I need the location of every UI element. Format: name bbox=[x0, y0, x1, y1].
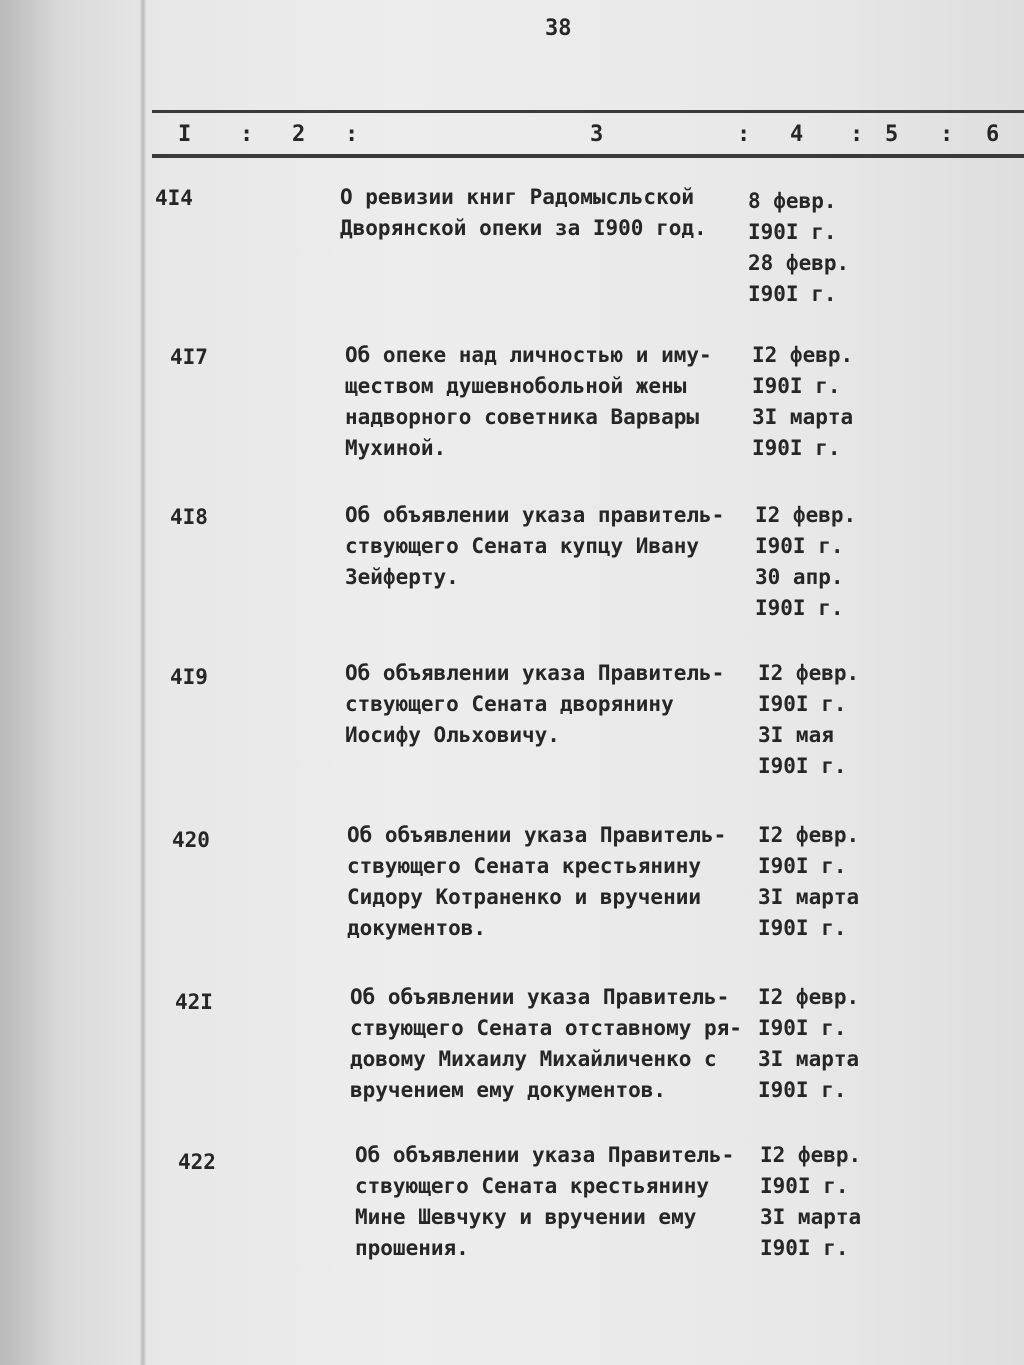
record-dates: I2 февр. I90I г. 3I марта I90I г. bbox=[758, 985, 860, 1102]
column-header-6: 6 bbox=[986, 122, 1000, 147]
record-title: Об объявлении указа Правитель- ствующего Сената отставному ря- довому Михаилу Михайличенко с вручением ему документов. bbox=[350, 985, 742, 1102]
record-number: 422 bbox=[178, 1150, 216, 1174]
book-spine bbox=[140, 0, 146, 1365]
column-separator: : bbox=[345, 122, 359, 147]
record-title: Об объявлении указа Правитель- ствующего Сената дворянину Иосифу Ольховичу. bbox=[345, 661, 725, 747]
record-number: 42I bbox=[175, 990, 213, 1014]
column-separator: : bbox=[737, 122, 751, 147]
record-number: 4I9 bbox=[170, 665, 208, 689]
header-rule-top bbox=[152, 110, 1024, 113]
record-title: Об опеке над личностью и иму- ществом душевнобольной жены надворного советника Варвары Мухиной. bbox=[345, 343, 712, 460]
column-header-4: 4 bbox=[790, 122, 804, 147]
record-dates: I2 февр. I90I г. 3I мая I90I г. bbox=[758, 661, 860, 778]
record-title: Об объявлении указа Правитель- ствующего Сената крестьянину Мине Шевчуку и вручении ему прошения. bbox=[355, 1143, 735, 1260]
record-number: 4I4 bbox=[155, 186, 193, 210]
column-separator: : bbox=[850, 122, 864, 147]
header-rule-bottom bbox=[152, 154, 1024, 158]
record-number: 420 bbox=[172, 828, 210, 852]
column-header-5: 5 bbox=[885, 122, 899, 147]
column-header-3: 3 bbox=[590, 122, 604, 147]
record-title: Об объявлении указа правитель- ствующего Сената купцу Ивану Зейферту. bbox=[345, 503, 725, 589]
record-title: О ревизии книг Радомысльской Дворянской опеки за I900 год. bbox=[340, 185, 707, 240]
record-number: 4I8 bbox=[170, 505, 208, 529]
column-separator: : bbox=[240, 122, 254, 147]
record-title: Об объявлении указа Правитель- ствующего Сената крестьянину Сидору Котраненко и вручении документов. bbox=[347, 823, 727, 940]
record-dates: I2 февр. I90I г. 3I марта I90I г. bbox=[758, 823, 860, 940]
page-number: 38 bbox=[545, 16, 572, 41]
record-dates: I2 февр. I90I г. 3I марта I90I г. bbox=[760, 1143, 862, 1260]
record-dates: 8 февр. I90I г. 28 февр. I90I г. bbox=[748, 189, 850, 306]
record-number: 4I7 bbox=[170, 345, 208, 369]
column-separator: : bbox=[940, 122, 954, 147]
column-header-1: I bbox=[178, 122, 192, 147]
record-dates: I2 февр. I90I г. 3I марта I90I г. bbox=[752, 343, 854, 460]
record-dates: I2 февр. I90I г. 30 апр. I90I г. bbox=[755, 503, 857, 620]
column-header-2: 2 bbox=[292, 122, 306, 147]
